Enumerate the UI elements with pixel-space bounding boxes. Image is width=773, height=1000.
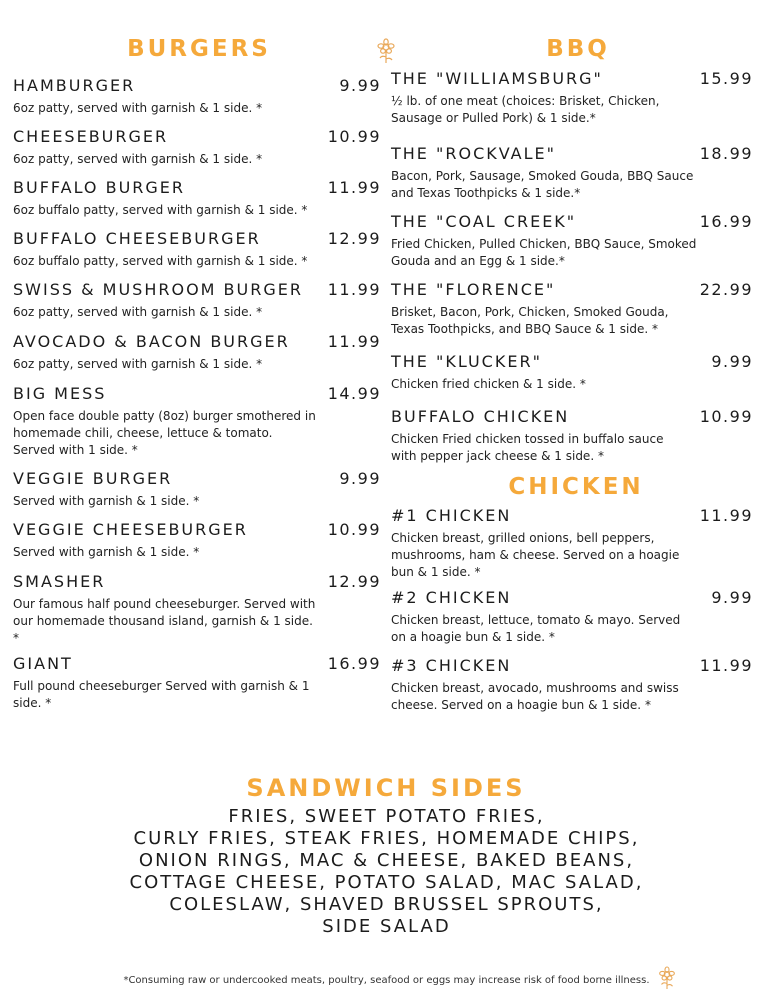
menu-item <box>13 469 381 510</box>
item-description: 6oz buffalo patty, served with garnish & 1 side. * <box>13 203 308 217</box>
item-description: Full pound cheeseburger Served with garnish & 1 side. * <box>13 679 310 710</box>
item-price: 9.99 <box>339 76 381 95</box>
item-name: #1 CHICKEN <box>391 506 512 525</box>
item-name: BUFFALO CHICKEN <box>391 407 570 426</box>
item-price: 14.99 <box>327 384 381 403</box>
menu-item <box>13 572 381 647</box>
menu-item <box>13 229 381 270</box>
item-description: Served with garnish & 1 side. * <box>13 545 200 559</box>
menu-item <box>391 280 753 338</box>
item-description: Chicken Fried chicken tossed in buffalo sauce with pepper jack cheese & 1 side. * <box>391 432 664 463</box>
item-price: 22.99 <box>699 280 753 299</box>
sides-line: COLESLAW, SHAVED BRUSSEL SPROUTS, <box>169 894 604 915</box>
item-description: 6oz patty, served with garnish & 1 side. * <box>13 305 263 319</box>
item-name: SWISS & MUSHROOM BURGER <box>13 280 303 299</box>
menu-item <box>13 76 381 117</box>
sides-line: ONION RINGS, MAC & CHEESE, BAKED BEANS, <box>138 850 635 871</box>
sides-line: SIDE SALAD <box>322 916 451 937</box>
menu-item <box>13 654 381 712</box>
sides-line: CURLY FRIES, STEAK FRIES, HOMEMADE CHIPS, <box>133 828 640 849</box>
item-price: 11.99 <box>327 178 381 197</box>
item-description: ½ lb. of one meat (choices: Brisket, Chicken, Sausage or Pulled Pork) & 1 side.* <box>391 94 660 125</box>
item-price: 16.99 <box>699 212 753 231</box>
item-price: 11.99 <box>699 506 753 525</box>
item-price: 9.99 <box>339 469 381 488</box>
menu-item <box>13 332 381 373</box>
item-description: Chicken breast, avocado, mushrooms and swiss cheese. Served on a hoagie bun & 1 side. * <box>391 681 679 712</box>
item-name: HAMBURGER <box>13 76 136 95</box>
burgers-column <box>13 0 381 720</box>
menu-item <box>391 588 753 646</box>
sides-list <box>0 806 773 938</box>
menu-item <box>391 352 753 393</box>
item-price: 16.99 <box>327 654 381 673</box>
item-price: 12.99 <box>327 572 381 591</box>
item-name: THE "COAL CREEK" <box>391 212 577 231</box>
item-description: Our famous half pound cheeseburger. Served with our homemade thousand island, garnish & 1 side. * <box>13 597 316 645</box>
item-description: 6oz buffalo patty, served with garnish & 1 side. * <box>13 254 308 268</box>
item-description: Open face double patty (8oz) burger smothered in homemade chili, cheese, lettuce & tomato. Served with 1 side. * <box>13 409 316 457</box>
bbq-column <box>391 0 753 720</box>
footer-disclaimer: *Consuming raw or undercooked meats, poultry, seafood or eggs may increase risk of food borne illness. <box>123 975 650 986</box>
menu-item <box>391 506 753 581</box>
item-name: THE "ROCKVALE" <box>391 144 556 163</box>
item-price: 15.99 <box>699 69 753 88</box>
item-price: 11.99 <box>699 656 753 675</box>
item-price: 10.99 <box>699 407 753 426</box>
item-name: VEGGIE BURGER <box>13 469 173 488</box>
item-name: THE "FLORENCE" <box>391 280 556 299</box>
menu-item <box>13 280 381 321</box>
burgers-heading: BURGERS <box>127 36 271 62</box>
menu-item <box>391 212 753 270</box>
item-name: VEGGIE CHEESEBURGER <box>13 520 248 539</box>
menu-item <box>13 520 381 561</box>
item-description: 6oz patty, served with garnish & 1 side. * <box>13 101 263 115</box>
menu-item <box>391 407 753 465</box>
menu-item <box>13 178 381 219</box>
item-description: 6oz patty, served with garnish & 1 side. * <box>13 152 263 166</box>
item-description: Bacon, Pork, Sausage, Smoked Gouda, BBQ Sauce and Texas Toothpicks & 1 side.* <box>391 169 694 200</box>
sides-heading: SANDWICH SIDES <box>246 774 526 802</box>
item-description: Chicken breast, lettuce, tomato & mayo. Served on a hoagie bun & 1 side. * <box>391 613 681 644</box>
menu-item <box>391 656 753 714</box>
item-name: BIG MESS <box>13 384 107 403</box>
item-name: BUFFALO CHEESEBURGER <box>13 229 261 248</box>
item-description: Served with garnish & 1 side. * <box>13 494 200 508</box>
menu-item <box>13 127 381 168</box>
item-description: 6oz patty, served with garnish & 1 side. * <box>13 357 263 371</box>
bbq-heading: BBQ <box>546 36 610 62</box>
item-name: AVOCADO & BACON BURGER <box>13 332 290 351</box>
item-price: 12.99 <box>327 229 381 248</box>
item-price: 9.99 <box>711 588 753 607</box>
item-price: 18.99 <box>699 144 753 163</box>
item-description: Chicken breast, grilled onions, bell peppers, mushrooms, ham & cheese. Served on a hoagie bun & 1 side. * <box>391 531 680 579</box>
menu-item <box>391 69 753 127</box>
item-name: #2 CHICKEN <box>391 588 512 607</box>
item-name: CHEESEBURGER <box>13 127 169 146</box>
item-price: 11.99 <box>327 280 381 299</box>
item-name: THE "KLUCKER" <box>391 352 542 371</box>
item-name: SMASHER <box>13 572 106 591</box>
item-name: #3 CHICKEN <box>391 656 512 675</box>
sides-line: FRIES, SWEET POTATO FRIES, <box>228 806 545 827</box>
item-description: Brisket, Bacon, Pork, Chicken, Smoked Gouda, Texas Toothpicks, and BBQ Sauce & 1 side. * <box>391 305 669 336</box>
item-price: 11.99 <box>327 332 381 351</box>
item-description: Chicken fried chicken & 1 side. * <box>391 377 586 391</box>
item-price: 10.99 <box>327 520 381 539</box>
item-name: GIANT <box>13 654 73 673</box>
chicken-heading: CHICKEN <box>508 474 644 500</box>
sides-line: COTTAGE CHEESE, POTATO SALAD, MAC SALAD, <box>129 872 644 893</box>
item-description: Fried Chicken, Pulled Chicken, BBQ Sauce, Smoked Gouda and an Egg & 1 side.* <box>391 237 697 268</box>
item-name: THE "WILLIAMSBURG" <box>391 69 603 88</box>
menu-item <box>391 144 753 202</box>
menu-item <box>13 384 381 459</box>
item-price: 10.99 <box>327 127 381 146</box>
item-name: BUFFALO BURGER <box>13 178 186 197</box>
item-price: 9.99 <box>711 352 753 371</box>
